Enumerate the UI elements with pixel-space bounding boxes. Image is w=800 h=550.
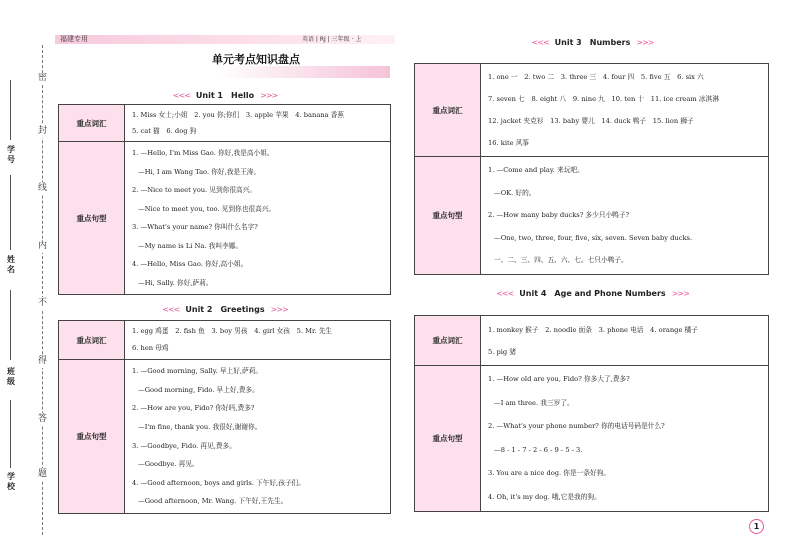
sentences-label: 重点句型 — [59, 142, 125, 295]
vocab-row — [59, 105, 391, 142]
vocab-label: 重点词汇 — [415, 316, 481, 366]
sentence-line: —Good afternoon, Mr. Wang. 下午好,王先生。 — [138, 497, 288, 506]
sentences-row — [415, 366, 769, 512]
seal-char: 线 — [37, 183, 47, 193]
unit-3-heading — [415, 35, 770, 49]
left-arrows-icon: <<< — [531, 37, 549, 47]
unit-2-heading — [60, 302, 390, 316]
vocab-line: 1. Miss 女士;小姐 2. you 你;你们 3. apple 苹果 4. banana 香蕉 — [132, 111, 345, 119]
right-arrows-icon: >>> — [671, 288, 689, 298]
sentences-label: 重点句型 — [415, 366, 481, 512]
vocab-line: 1. one 一 2. two 二 3. three 三 4. four 四 5. five 五 6. six 六 — [488, 73, 704, 81]
sentence-line: —I am three. 我三岁了。 — [494, 398, 574, 407]
sentence-line: 2. —Nice to meet you. 见到你很高兴。 — [132, 186, 257, 194]
sentence-line: —One, two, three, four, five, six, seven. Seven baby ducks. — [494, 233, 693, 242]
sentence-line: 3. You are a nice dog. 你是一条好狗。 — [488, 469, 611, 477]
vocab-cell — [481, 64, 769, 157]
page-number: 1 — [749, 519, 764, 534]
right-arrows-icon: >>> — [260, 90, 278, 100]
vocab-label: 重点词汇 — [59, 105, 125, 142]
sentence-line: 4. —Good afternoon, boys and girls. 下午好,孩子们。 — [132, 478, 305, 487]
sentences-cell — [481, 366, 769, 512]
sentences-cell — [125, 360, 391, 514]
sentences-row — [59, 142, 391, 295]
unit-2-table — [58, 320, 391, 514]
sentence-line: 3. —What's your name? 你叫什么名字? — [132, 223, 258, 231]
sentences-cell — [481, 157, 769, 275]
seal-char: 得 — [37, 356, 47, 366]
left-arrows-icon: <<< — [172, 90, 190, 100]
sentence-line: 4. —Hello, Miss Gao. 你好,高小姐。 — [132, 260, 248, 268]
vocab-row — [415, 316, 769, 366]
vocab-cell — [125, 105, 391, 142]
vocab-line: 1. monkey 猴子 2. noodle 面条 3. phone 电话 4. orange 橘子 — [488, 325, 698, 334]
field-label-class: 班级 — [7, 367, 15, 386]
seal-char: 密 — [37, 73, 47, 83]
sentence-line: 1. —How old are you, Fido? 你多大了,费多? — [488, 375, 630, 383]
left-arrows-icon: <<< — [162, 304, 180, 314]
page-title: 单元考点知识盘点 — [212, 53, 300, 66]
sentence-line: 3. —Goodbye, Fido. 再见,费多。 — [132, 441, 236, 450]
unit-title: Unit 4 Age and Phone Numbers — [519, 288, 666, 298]
field-line — [10, 400, 11, 468]
sentence-line: —Goodbye. 再见。 — [138, 460, 199, 469]
title-block — [172, 52, 390, 80]
left-arrows-icon: <<< — [496, 288, 514, 298]
vocab-line: 12. jacket 夹克衫 13. baby 婴儿 14. duck 鸭子 15. lion 狮子 — [488, 117, 694, 125]
vocab-row — [415, 64, 769, 157]
sentence-line: 2. —What's your phone number? 你的电话号码是什么? — [488, 422, 665, 430]
sentence-line: —Hi, Sally. 你好,萨莉。 — [138, 278, 213, 287]
sentence-line: 1. —Come and play. 来玩吧。 — [488, 166, 584, 174]
edition-tag: 福建专用 — [60, 35, 88, 43]
sentence-line: 1. —Hello, I'm Miss Gao. 你好,我是高小姐。 — [132, 149, 274, 157]
unit-4-heading — [415, 286, 770, 300]
seal-char: 封 — [37, 126, 47, 136]
sentence-line: —My name is Li Na. 我叫李娜。 — [138, 241, 243, 250]
sentence-line: 一、二、三、四、五、六、七。七只小鸭子。 — [494, 256, 628, 264]
vocab-cell — [481, 316, 769, 366]
sentences-cell — [125, 142, 391, 295]
vocab-row — [59, 321, 391, 360]
field-line — [10, 175, 11, 250]
field-label-student-number: 学号 — [7, 145, 15, 164]
vocab-label: 重点词汇 — [415, 64, 481, 157]
vocab-line: 1. egg 鸡蛋 2. fish 鱼 3. boy 男孩 4. girl 女孩 5. Mr. 先生 — [132, 327, 333, 335]
vocab-line: 5. cat 猫 6. dog 狗 — [132, 127, 197, 135]
field-label-name: 姓名 — [7, 255, 15, 274]
sentence-line: —Good morning, Fido. 早上好,费多。 — [138, 385, 259, 394]
sentence-line: 2. —How are you, Fido? 你好吗,费多? — [132, 404, 255, 413]
unit-title: Unit 1 Hello — [195, 90, 255, 100]
vocab-line: 16. kite 风筝 — [488, 139, 530, 147]
sentence-line: —Hi, I am Wang Tao. 你好,我是王涛。 — [138, 167, 261, 176]
sentence-line: —Nice to meet you, too. 见到你也很高兴。 — [138, 204, 276, 213]
right-arrows-icon: >>> — [636, 37, 654, 47]
unit-3-table — [414, 63, 769, 275]
sentences-label: 重点句型 — [415, 157, 481, 275]
sentence-line: 1. —Good morning, Sally. 早上好,萨莉。 — [132, 367, 263, 376]
sentence-line: 2. —How many baby ducks? 多少只小鸭子? — [488, 211, 630, 219]
unit-title: Unit 2 Greetings — [185, 304, 265, 314]
sentence-line: —OK. 好的。 — [494, 188, 536, 197]
field-label-school: 学校 — [7, 472, 15, 491]
vocab-line: 7. seven 七 8. eight 八 9. nine 九 10. ten 十 11. ice cream 冰淇淋 — [488, 95, 719, 103]
seal-char: 不 — [37, 298, 47, 308]
sentence-line: 4. Oh, it's my dog. 哦,它是我的狗。 — [488, 492, 601, 501]
seal-char: 内 — [37, 241, 47, 251]
sentences-label: 重点句型 — [59, 360, 125, 514]
unit-title: Unit 3 Numbers — [554, 37, 631, 47]
sentence-line: —8 - 1 - 7 - 2 - 6 - 9 - 5 - 3. — [494, 445, 583, 454]
sentences-row — [415, 157, 769, 275]
vocab-label: 重点词汇 — [59, 321, 125, 360]
series-label: 英语 | RJ | 三年级 · 上 — [302, 36, 362, 43]
sentences-row — [59, 360, 391, 514]
unit-1-table — [58, 104, 391, 295]
field-line — [10, 290, 11, 360]
right-arrows-icon: >>> — [270, 304, 288, 314]
binding-dashed-line — [42, 45, 43, 535]
binding-margin — [0, 0, 55, 550]
vocab-cell — [125, 321, 391, 360]
vocab-line: 5. pig 猪 — [488, 347, 517, 356]
seal-char: 题 — [37, 469, 47, 479]
unit-4-table — [414, 315, 769, 512]
sentence-line: —I'm fine, thank you. 我很好,谢谢你。 — [138, 422, 262, 431]
field-line — [10, 80, 11, 140]
seal-char: 答 — [37, 414, 47, 424]
unit-1-heading — [60, 88, 390, 102]
vocab-line: 6. hen 母鸡 — [132, 344, 169, 352]
